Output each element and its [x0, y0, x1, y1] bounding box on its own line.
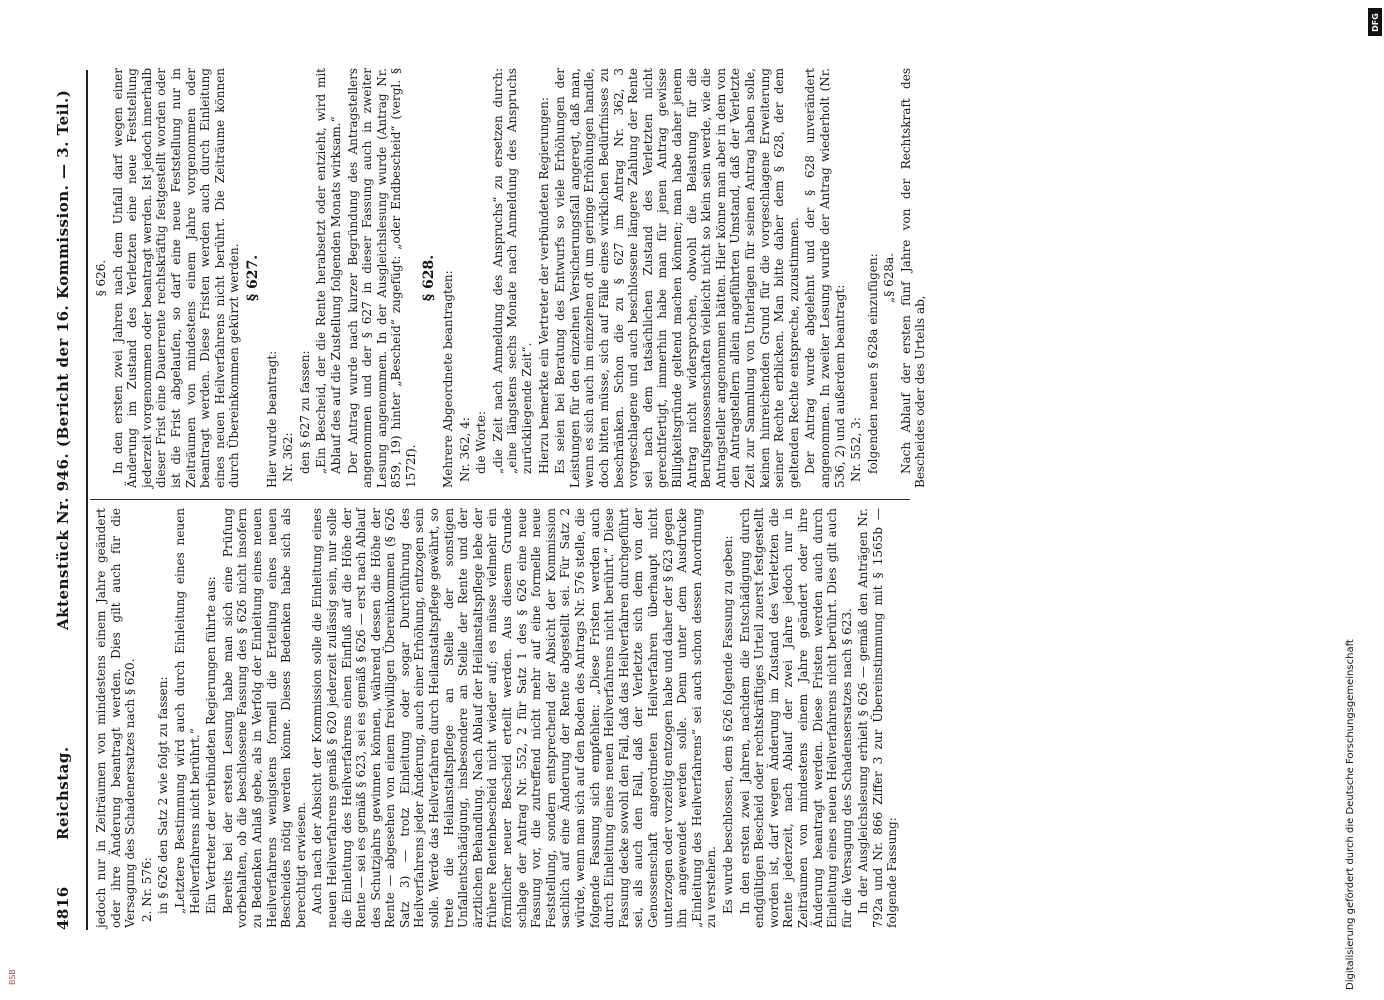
- paragraph: den § 627 zu fassen:: [297, 350, 312, 474]
- paragraph: die Worte:: [474, 411, 489, 474]
- paragraph: in § 626 den Satz 2 wie folgt zu fassen:: [156, 676, 171, 914]
- dfg-logo: DFG: [1368, 8, 1382, 36]
- paragraph: Mehrere Abgeordnete beantragten:: [441, 270, 456, 488]
- paragraph: Es seien bei Beratung des Entwurfs so viele Erhöhungen der Leistungen für den einzelnen Versicherungsfall angeregt, daß man, wenn es sich auch im einzelnen oft um geringe Erhöhungen handle, doch bitten müsse, sich auf Fälle eines wirklichen Bedürfnisses zu beschränken. Schon die zu § 627 im Antrag Nr. 362, 3 vorgeschlagene und auch beschlossene längere Zahlung der Rente sei nach dem tatsächlichen Zustand des Verletzten nicht gerechtfertigt, immerhin habe man für jenen Antrag gewisse Billigkeitsgründe geltend machen können; man habe daher jenem Antrag nicht widersprochen, obwohl die Belastung für die Berufsgenossenschaften vielleicht nicht so klein sein werde, wie die Antragsteller angenommen hätten. Hier könne man aber in dem von den Antragstellern allein angeführten Umstand, daß der Verletzte Zeit zur Sammlung von Unterlagen für seinen Antrag haben solle, keinen hinreichenden Grund für die vorgeschlagene Erweiterung seiner Rechte erblicken. Man bitte daher dem § 628, der dem geltenden Rechte entspreche, zuzustimmen.: [553, 68, 801, 488]
- paragraph: Hierzu bemerkte ein Vertreter der verbündeten Regierungen:: [536, 97, 551, 474]
- paragraph: „§ 628a.: [882, 253, 897, 303]
- right-column: [94, 68, 930, 488]
- paragraph: Bereits bei der ersten Lesung habe man sich eine Prüfung vorbehalten, ob die beschlossene Fassung des § 626 nicht insofern zu Bedenken Anlaß gebe, als in Verfolg der Einleitung eines neuen Heilverfahrens wenigstens formell die Erteilung eines neuen Bescheides nötig werden könne. Dieses Bedenken habe sich als berechtigt erwiesen.: [220, 508, 308, 928]
- paragraph: „Letztere Bestimmung wird auch durch Einleitung eines neuen Heilverfahrens nicht berührt.“: [172, 508, 202, 914]
- paragraph: In den ersten zwei Jahren, nachdem die Entschädigung durch endgültigen Bescheid oder rechtskräftiges Urteil zuerst festgestellt worden ist, darf wegen Änderung im Zustand des Verletzten die Rente jederzeit, nach Ablauf der zwei Jahre jedoch nur in Zeiträumen von mindestens einem Jahre geändert oder ihre Änderung beantragt werden. Diese Fristen werden auch durch Einleitung eines neuen Heilverfahrens nicht berührt. Dies gilt auch für die Versagung des Schadensersatzes nach § 623.: [737, 508, 854, 928]
- paragraph: 2. Nr. 576:: [139, 857, 154, 922]
- paragraph: In der Ausgleichslesung erhielt § 626 — gemäß den Anträgen Nr. 792a und Nr. 866 Ziffer 3 zur Übereinstimmung mit § 1565b — folgende Fassung:: [856, 508, 900, 928]
- paragraph: Ein Vertreter der verbündeten Regierungen führte aus:: [204, 576, 219, 914]
- paragraph: folgenden neuen § 628a einzufügen:: [865, 253, 880, 474]
- paragraph: In den ersten zwei Jahren nach dem Unfall darf wegen einer Änderung im Zustand des Verletzten eine neue Feststellung jederzeit vorgenommen oder beantragt werden. Ist jedoch innerhalb dieser Frist eine Dauerrente rechtskräftig festgestellt worden oder ist die Frist abgelaufen, so darf eine neue Feststellung nur in Zeiträumen von mindestens einem Jahre vorgenommen oder beantragt werden. Diese Fristen werden auch durch Einleitung eines neuen Heilverfahrens nicht berührt. Die Zeiträume können durch Übereinkommen gekürzt werden.: [110, 68, 242, 488]
- paragraph: Nach Ablauf der ersten fünf Jahre von der Rechtskraft des Bescheides oder des Urteils ab,: [898, 68, 928, 488]
- paragraph: Der Antrag wurde nach kurzer Begründung des Antragstellers angenommen und der § 627 in dieser Fassung auch in zweiter Lesung angenommen. In der Ausgleichslesung wurde (Antrag Nr. 859, 19) hinter „Bescheid“ zugefügt: „oder Endbescheid“ (vergl. § 1572f).: [345, 68, 418, 488]
- library-mark: BSB: [8, 969, 17, 985]
- digitization-credit: Digitalisierung gefördert durch die Deutsche Forschungsgemeinschaft: [1345, 639, 1356, 990]
- running-header: [50, 60, 84, 930]
- paragraph: Es wurde beschlossen, dem § 626 folgende Fassung zu geben:: [720, 535, 735, 914]
- paragraph: Nr. 362, 4:: [457, 417, 472, 482]
- paragraph: Nr. 362:: [281, 432, 296, 482]
- section-heading: § 628.: [421, 254, 438, 302]
- paragraph: Auch nach der Absicht der Kommission solle die Einleitung eines neuen Heilverfahrens gemäß § 620 jederzeit zulässig sein, nur solle die Einleitung des Heilverfahrens einen Einfluß auf die Höhe der Rente — sei es gemäß § 623, sei es gemäß § 626 — erst nach Ablauf des Schutzjahrs gewinnen können, während dessen die Höhe der Rente — abgesehen von einem freiwilligen Übereinkommen (§ 626 Satz 3) — trotz Einleitung oder sogar Durchführung des Heilverfahrens jeder Änderung, auch einer Erhöhung, entzogen sein solle. Werde das Heilverfahren durch Heilanstaltspflege gewährt, so trete die Heilanstaltspflege an Stelle der sonstigen Unfallentschädigung, insbesondere an Stelle der Rente und der ärztlichen Behandlung. Nach Ablauf der Heilanstaltspflege lebe der frühere Rentenbescheid nicht wieder auf; es müsse vielmehr ein förmlicher neuer Bescheid erteilt werden. Aus diesem Grunde schlage der Antrag Nr. 552, 2 für Satz 1 des § 626 eine neue Fassung vor, die zutreffend nicht mehr auf eine formelle neue Feststellung, sondern entsprechend der Absicht der Kommission sachlich auf eine Änderung der Rente abgestellt sei. Für Satz 2 würde, wenn man sich auf den Boden des Antrags Nr. 576 stelle, die folgende Fassung sich empfehlen: „Diese Fristen werden auch durch Einleitung eines neuen Heilverfahrens nicht berührt.“ Diese Fassung decke sowohl den Fall, daß das Heilverfahren durchgeführt sei, als auch den Fall, daß der Verletzte sich dem von der Genossenschaft angeordneten Heilverfahren überhaupt nicht unterzogen oder vorzeitig entzogen habe und daher der § 623 gegen ihn angewendet werden solle. Denn unter dem Ausdrucke „Einleitung des Heilverfahrens“ sei auch schon dessen Anordnung zu verstehen.: [310, 508, 719, 928]
- paragraph: Hier wurde beantragt:: [264, 350, 279, 488]
- paragraph: Der Antrag wurde abgelehnt und der § 628 unverändert angenommen. In zweiter Lesung wurde der Antrag wiederholt (Nr. 536, 2) und außerdem beantragt:: [803, 68, 847, 488]
- column-divider: [90, 499, 910, 500]
- paragraph: „Ein Bescheid, der die Rente herabsetzt oder entzieht, wird mit Ablauf des auf die Zustellung folgenden Monats wirksam.“: [314, 68, 343, 474]
- paragraph: § 626.: [94, 259, 108, 297]
- paragraph: jedoch nur in Zeiträumen von mindestens einem Jahre geändert oder ihre Änderung beantragt werden. Dies gilt auch für die Versagung des Schadenersatzes nach § 620.: [94, 508, 138, 928]
- header-right-title: Aktenstück Nr. 946. (Bericht der 16. Kommission. — 3. Teil.): [54, 89, 72, 630]
- rotated-page-content: [50, 60, 1330, 940]
- section-heading: § 627.: [244, 254, 261, 302]
- header-rule: [86, 70, 88, 930]
- paragraph: „die Zeit nach Anmeldung des Anspruchs“ zu ersetzen durch: „eine längstens sechs Monate nach Anmeldung des Anspruchs zurückliegende Zeit“.: [490, 68, 535, 474]
- paragraph: Nr. 552, 3:: [849, 417, 864, 482]
- page-number: 4816: [54, 886, 72, 930]
- left-column: [94, 508, 902, 928]
- header-left-title: Reichstag.: [54, 746, 72, 840]
